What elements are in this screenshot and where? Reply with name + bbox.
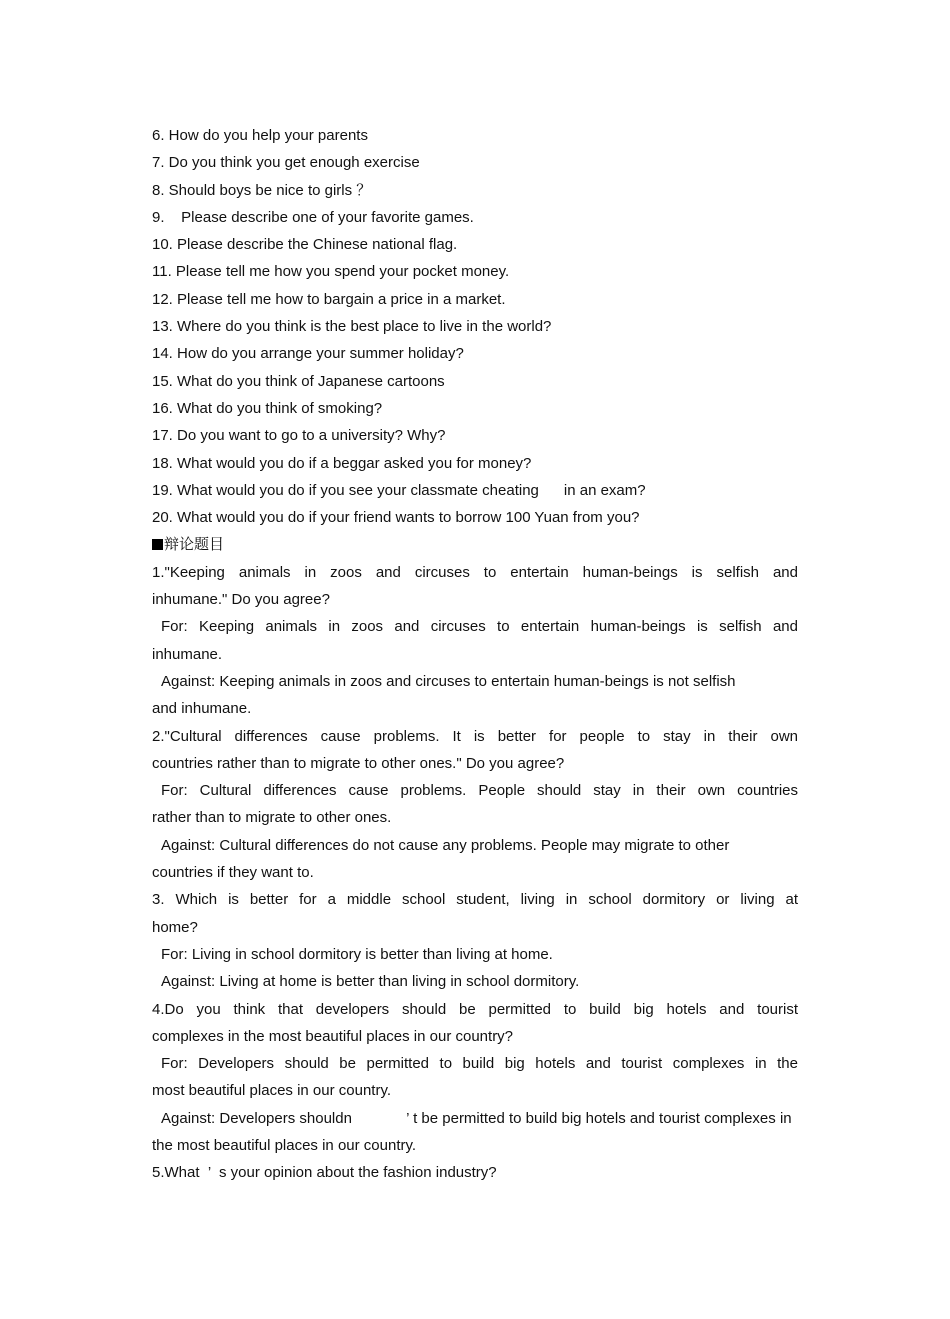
document-content — [152, 122, 798, 1187]
question-line: 14. How do you arrange your summer holiday? — [152, 345, 464, 363]
question-line: 18. What would you do if a beggar asked you for money? — [152, 454, 532, 472]
debate-against-line: Against: Developers shouldn ’ t be permitted to build big hotels and tourist complexes in — [161, 1109, 792, 1127]
question-line: 5.What ’ s your opinion about the fashion industry? — [152, 1164, 497, 1182]
question-line: 7. Do you think you get enough exercise — [152, 154, 420, 172]
debate-heading-text: 辩论题目 — [164, 536, 225, 554]
question-line: 13. Where do you think is the best place to live in the world? — [152, 318, 552, 336]
debate-against-line: Against: Cultural differences do not cause any problems. People may migrate to other — [161, 836, 730, 854]
debate-motion-line: complexes in the most beautiful places in our country? — [152, 1027, 514, 1045]
question-line: 9. Please describe one of your favorite games. — [152, 208, 474, 226]
question-line: 6. How do you help your parents — [152, 127, 368, 144]
debate-for-line: For: Living in school dormitory is better than living at home. — [161, 945, 553, 963]
debate-motion-line: 4.Do you think that developers should be permitted to build big hotels and tourist — [152, 1000, 798, 1018]
question-line: 19. What would you do if you see your classmate cheating in an exam? — [152, 481, 646, 499]
question-line: 15. What do you think of Japanese cartoons — [152, 372, 445, 390]
debate-motion-line: 2."Cultural differences cause problems. It is better for people to stay in their own — [152, 727, 798, 745]
question-line: 10. Please describe the Chinese national flag. — [152, 236, 458, 254]
question-line: 16. What do you think of smoking? — [152, 399, 383, 417]
question-line: 12. Please tell me how to bargain a price in a market. — [152, 290, 506, 308]
debate-against-line: countries if they want to. — [152, 864, 314, 882]
debate-motion-line: 3. Which is better for a middle school student, living in school dormitory or living at — [152, 891, 798, 909]
debate-against-line: Against: Keeping animals in zoos and circuses to entertain human-beings is not selfish — [161, 672, 736, 690]
debate-for-line: rather than to migrate to other ones. — [152, 809, 392, 827]
debate-motion-line: home? — [152, 918, 198, 936]
debate-motion-line: 1."Keeping animals in zoos and circuses to entertain human-beings is selfish and — [152, 563, 798, 581]
debate-for-line: inhumane. — [152, 645, 223, 663]
debate-motion-line: countries rather than to migrate to other ones." Do you agree? — [152, 754, 565, 772]
debate-motion-line: inhumane." Do you agree? — [152, 591, 330, 609]
debate-against-line: Against: Living at home is better than living in school dormitory. — [161, 973, 580, 991]
debate-for-line: For: Keeping animals in zoos and circuses to entertain human-beings is selfish and — [161, 618, 798, 636]
debate-heading — [152, 531, 798, 558]
question-line: 11. Please tell me how you spend your pocket money. — [152, 263, 510, 281]
question-line: 8. Should boys be nice to girls ？ — [152, 181, 372, 199]
debate-against-line: and inhumane. — [152, 700, 252, 718]
debate-for-line: For: Cultural differences cause problems. People should stay in their own countries — [161, 782, 798, 800]
debate-for-line: most beautiful places in our country. — [152, 1082, 392, 1100]
square-bullet-icon — [152, 539, 163, 550]
question-line: 17. Do you want to go to a university? Why? — [152, 427, 446, 445]
debate-for-line: For: Developers should be permitted to build big hotels and tourist complexes in the — [161, 1055, 798, 1073]
debate-against-line: the most beautiful places in our country. — [152, 1136, 417, 1154]
question-line: 20. What would you do if your friend wants to borrow 100 Yuan from you? — [152, 509, 640, 527]
